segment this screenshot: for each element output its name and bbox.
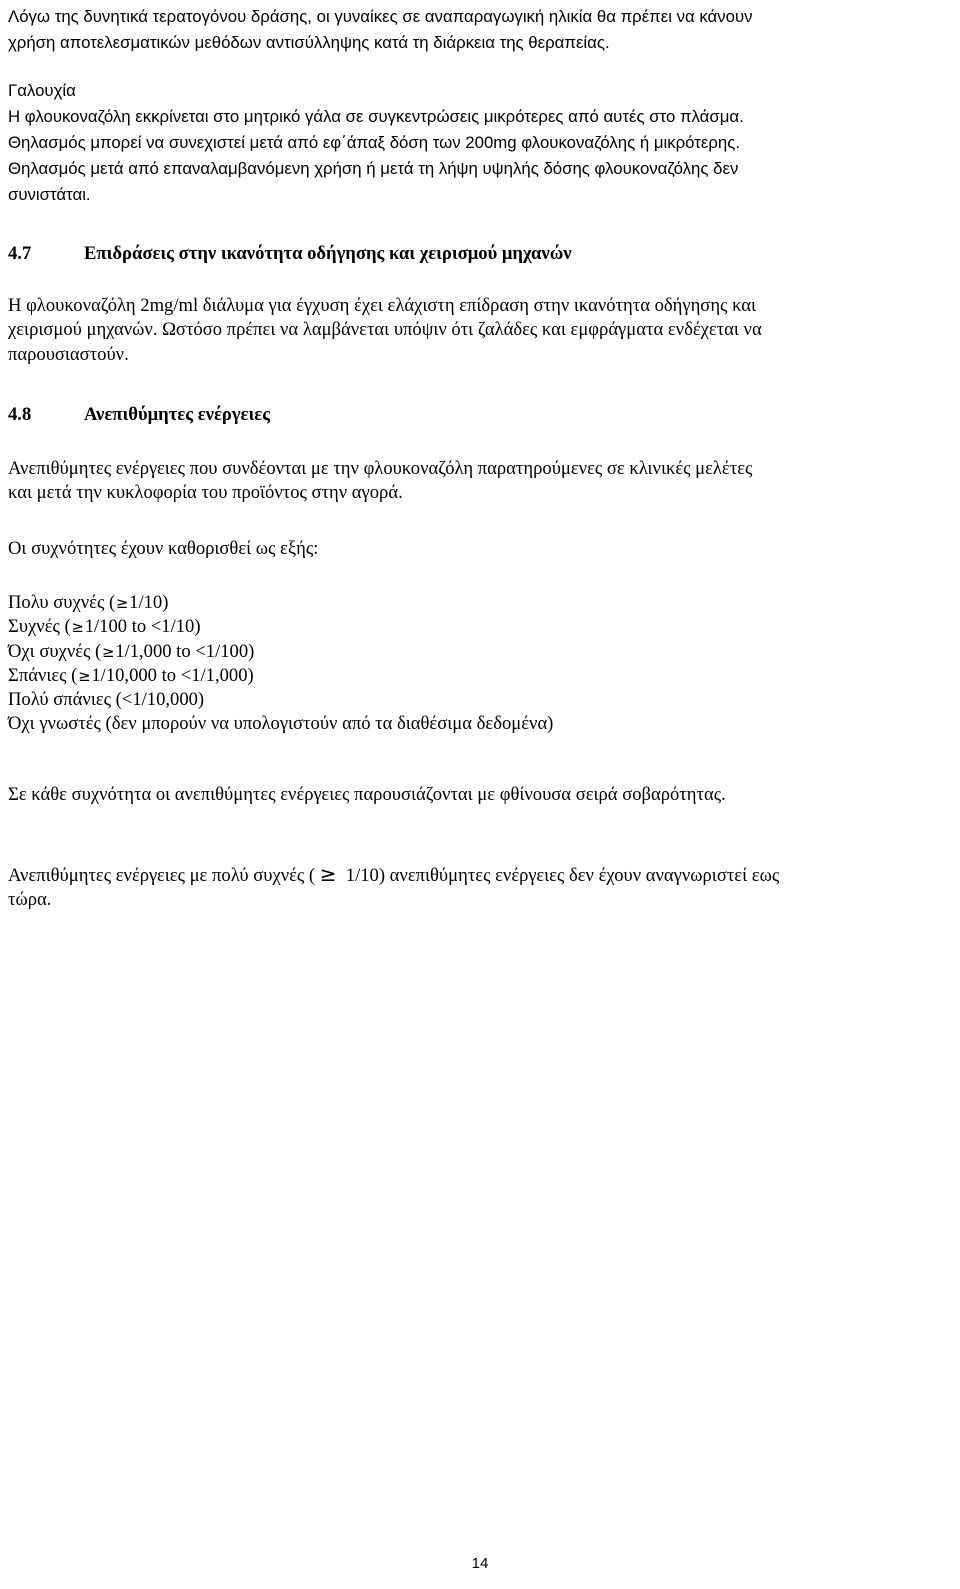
greater-equal-symbol: ≥ xyxy=(115,594,129,612)
text-line: Λόγω της δυνητικά τερατογόνου δράσης, οι γυναίκες σε αναπαραγωγική ηλικία θα πρέπει να κάνουν xyxy=(8,7,753,26)
text-line: και μετά την κυκλοφορία του προϊόντος στην αγορά. xyxy=(8,482,403,504)
list-item: Όχι συχνές (≥1/1,000 to <1/100) xyxy=(8,640,952,664)
order-statement: Σε κάθε συχνότητα οι ανεπιθύμητες ενέργειες παρουσιάζονται με φθίνουσα σειρά σοβαρότητας. xyxy=(8,784,726,805)
section-4-7-heading xyxy=(8,242,572,266)
section-title: Επιδράσεις στην ικανότητα οδήγησης και χειρισμού μηχανών xyxy=(84,243,572,264)
list-item: Πολυ συχνές (≥1/10) xyxy=(8,591,952,615)
section-4-8-heading xyxy=(8,403,270,427)
greater-equal-symbol: ≥ xyxy=(101,642,115,661)
very-common-statement: Ανεπιθύμητες ενέργειες με πολύ συχνές ( ≥ 1/10) ανεπιθύμητες ενέργειες δεν έχουν αναγνωριστεί εως τώρα. xyxy=(8,862,780,911)
list-item: Όχι γνωστές (δεν μπορούν να υπολογιστούν από τα διαθέσιμα δεδομένα) xyxy=(8,713,554,735)
text-line: χειρισμού μηχανών. Ωστόσο πρέπει να λαμβάνεται υπόψιν ότι ζαλάδες και εμφράγματα ενδέχεται να xyxy=(8,319,762,341)
greater-equal-symbol: ≥ xyxy=(78,666,91,685)
section-number: 4.8 xyxy=(8,404,32,425)
list-item: Πολύ σπάνιες (<1/10,000) xyxy=(8,689,205,711)
section-4-8-intro xyxy=(8,457,952,506)
greater-equal-symbol: ≥ xyxy=(319,862,337,886)
text-line: Θηλασμός μπορεί να συνεχιστεί μετά από εφ΄άπαξ δόση των 200mg φλουκοναζόλης ή μικρότερης. xyxy=(8,133,740,152)
text-line: Η φλουκοναζόλη εκκρίνεται στο μητρικό γάλα σε συγκεντρώσεις μικρότερες από αυτές στο πλάσμα. xyxy=(8,107,744,126)
text-line: Θηλασμός μετά από επαναλαμβανόμενη χρήση ή μετά τη λήψη υψηλής δόσης φλουκοναζόλης δεν xyxy=(8,159,739,178)
section-4-7-body xyxy=(8,294,952,367)
list-item: Σπάνιες (≥1/10,000 to <1/1,000) xyxy=(8,664,952,688)
frequency-list xyxy=(8,591,952,737)
section-number: 4.7 xyxy=(8,243,32,264)
text-line: χρήση αποτελεσματικών μεθόδων αντισύλληψης κατά τη διάρκεια της θεραπείας. xyxy=(8,33,610,52)
section-title: Ανεπιθύμητες ενέργειες xyxy=(84,404,271,425)
frequency-intro: Οι συχνότητες έχουν καθορισθεί ως εξής: xyxy=(8,538,319,559)
contraception-paragraph xyxy=(8,4,952,56)
text-line: παρουσιαστούν. xyxy=(8,343,129,365)
text-line: συνιστάται. xyxy=(8,185,91,204)
list-item: Συχνές (≥1/100 to <1/10) xyxy=(8,615,952,639)
page-number: 14 xyxy=(471,1555,489,1572)
text-line: Η φλουκοναζόλη 2mg/ml διάλυμα για έγχυση έχει ελάχιστη επίδραση στην ικανότητα οδήγησης και xyxy=(8,295,757,316)
greater-equal-symbol: ≥ xyxy=(71,618,84,637)
lactation-title: Γαλουχία xyxy=(8,81,76,100)
lactation-paragraph xyxy=(8,78,952,208)
text-line: Ανεπιθύμητες ενέργειες που συνδέονται με την φλουκοναζόλη παρατηρούμενες σε κλινικές μελέτες xyxy=(8,458,753,479)
